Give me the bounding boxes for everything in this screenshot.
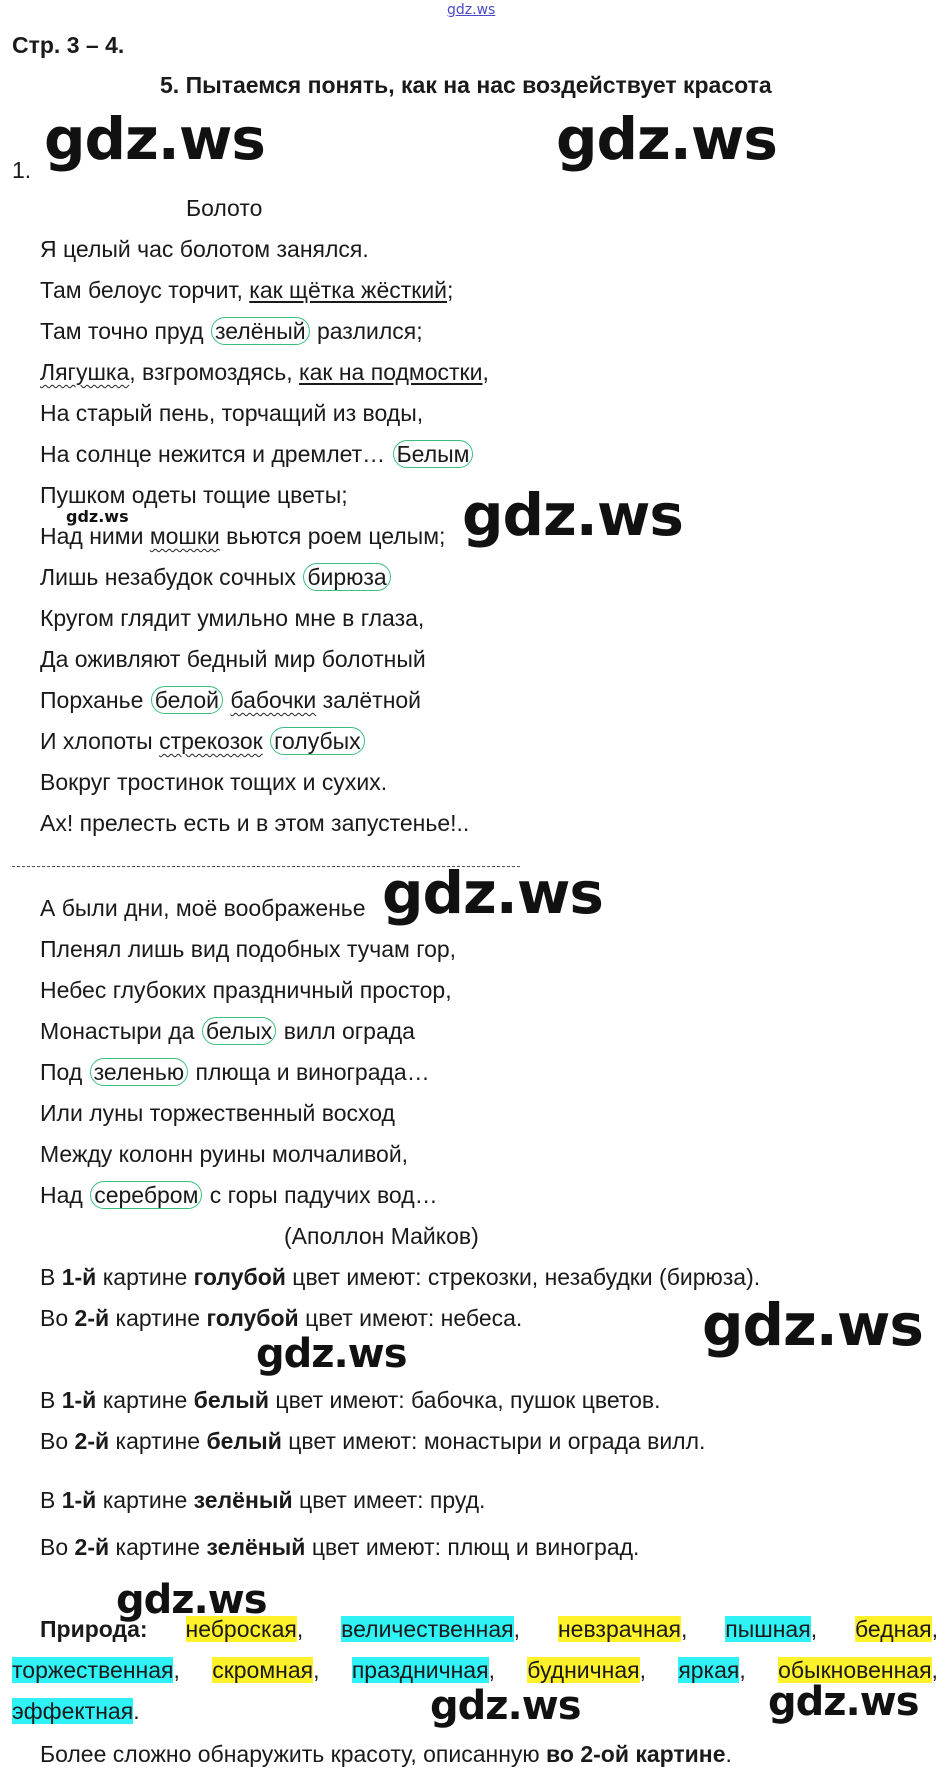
poem-line: Над ними мошки вьются роем целым; (40, 523, 446, 549)
poem-line: Там точно пруд зелёный разлился; (40, 318, 423, 344)
poem-line: Между колонн руины молчаливой, (40, 1141, 409, 1167)
adjective-cyan: торжественная (12, 1657, 174, 1683)
watermark-small: gdz.ws (66, 507, 129, 526)
watermark: gdz.ws (44, 105, 265, 173)
circled-color-word: Белым (393, 440, 474, 468)
watermark: gdz.ws (382, 859, 603, 927)
conclusion-line: Более сложно обнаружить красоту, описанную во 2-ой картине. (40, 1741, 732, 1767)
poem-title: Болото (186, 195, 263, 221)
poem-line: Под зеленью плюща и винограда… (40, 1059, 430, 1085)
poem-line: Я целый час болотом занялся. (40, 236, 369, 262)
answer-line: Во 2-й картине белый цвет имеют: монастыри и ограда вилл. (40, 1428, 706, 1454)
watermark: gdz.ws (116, 1577, 267, 1623)
adjective-cyan: пышная (725, 1616, 811, 1642)
answer-line: В 1-й картине белый цвет имеют: бабочка, пушок цветов. (40, 1387, 661, 1413)
poem-line: Да оживляют бедный мир болотный (40, 646, 426, 672)
poem-line: Ах! прелесть есть и в этом запустенье!.. (40, 810, 470, 836)
adjective-cyan: величественная (341, 1616, 514, 1642)
nature-adjectives-row: эффектная. (12, 1698, 140, 1724)
poem-line: Вокруг тростинок тощих и сухих. (40, 769, 388, 795)
adjective-yellow: будничная (527, 1657, 640, 1683)
adjective-yellow: скромная (212, 1657, 314, 1683)
poem-line: Над серебром с горы падучих вод… (40, 1182, 438, 1208)
poem-line: Небес глубоких праздничный простор, (40, 977, 452, 1003)
adjective-yellow: обыкновенная (778, 1657, 932, 1683)
poem-line: И хлопоты стрекозок голубых (40, 727, 366, 755)
page-reference: Стр. 3 – 4. (12, 32, 125, 58)
top-watermark-link[interactable]: gdz.ws (447, 2, 496, 18)
task-number: 1. (12, 157, 32, 183)
nature-adjectives-row: Природа: неброская, величественная, невзрачная, пышная, бедная, (40, 1616, 938, 1642)
poem-author: (Аполлон Майков) (284, 1223, 479, 1249)
poem-line: Там белоус торчит, как щётка жёсткий; (40, 277, 454, 303)
watermark: gdz.ws (556, 105, 777, 173)
circled-color-word: зеленью (90, 1058, 188, 1086)
wavy-underlined-word: Лягушка (40, 359, 130, 385)
poem-line: А были дни, моё воображенье (40, 895, 366, 921)
adjective-yellow: бедная (855, 1616, 932, 1642)
watermark: gdz.ws (462, 481, 683, 549)
circled-color-word: белой (151, 686, 223, 714)
poem-line: На старый пень, торчащий из воды, (40, 400, 424, 426)
poem-line: Монастыри да белых вилл ограда (40, 1018, 415, 1044)
poem-line: Пушком одеты тощие цветы; (40, 482, 348, 508)
answer-line: Во 2-й картине зелёный цвет имеют: плющ и виноград. (40, 1534, 640, 1560)
adjective-cyan: эффектная (12, 1698, 134, 1724)
circled-color-word: зелёный (211, 317, 310, 345)
section-title: 5. Пытаемся понять, как на нас воздействует красота (160, 72, 772, 98)
poem-line: Или луны торжественный восход (40, 1100, 395, 1126)
nature-label: Природа: (40, 1616, 148, 1642)
circled-color-word: серебром (90, 1181, 202, 1209)
adjective-cyan: яркая (678, 1657, 740, 1683)
poem-line: Порханье белой бабочки залётной (40, 687, 422, 713)
poem-line: На солнце нежится и дремлет… Белым (40, 440, 474, 468)
wavy-underlined-word: мошки (149, 523, 220, 549)
poem-line: Лишь незабудок сочных бирюза (40, 563, 392, 591)
answer-line: Во 2-й картине голубой цвет имеют: небеса. (40, 1305, 523, 1331)
poem-line: Лягушка, взгромоздясь, как на подмостки, (40, 359, 489, 385)
watermark: gdz.ws (256, 1331, 407, 1377)
answer-line: В 1-й картине зелёный цвет имеет: пруд. (40, 1487, 486, 1513)
watermark: gdz.ws (768, 1679, 919, 1725)
poem-line: Пленял лишь вид подобных тучам гор, (40, 936, 457, 962)
nature-adjectives-row: торжественная, скромная, праздничная, будничная, яркая, обыкновенная, (12, 1657, 938, 1683)
circled-color-word: бирюза (303, 563, 390, 591)
watermark: gdz.ws (430, 1683, 581, 1729)
adjective-yellow: неброская (185, 1616, 297, 1642)
underlined-comparison: как щётка жёсткий (249, 277, 448, 303)
watermark: gdz.ws (702, 1291, 923, 1359)
circled-color-word: белых (202, 1017, 276, 1045)
underlined-comparison: как на подмостки (299, 359, 483, 385)
adjective-yellow: невзрачная (557, 1616, 681, 1642)
circled-color-word: голубых (270, 727, 365, 755)
wavy-underlined-word: бабочки (230, 687, 317, 713)
wavy-underlined-word: стрекозок (159, 728, 263, 754)
adjective-cyan: праздничная (351, 1657, 489, 1683)
poem-line: Кругом глядит умильно мне в глаза, (40, 605, 425, 631)
answer-line: В 1-й картине голубой цвет имеют: стрекозки, незабудки (бирюза). (40, 1264, 761, 1290)
